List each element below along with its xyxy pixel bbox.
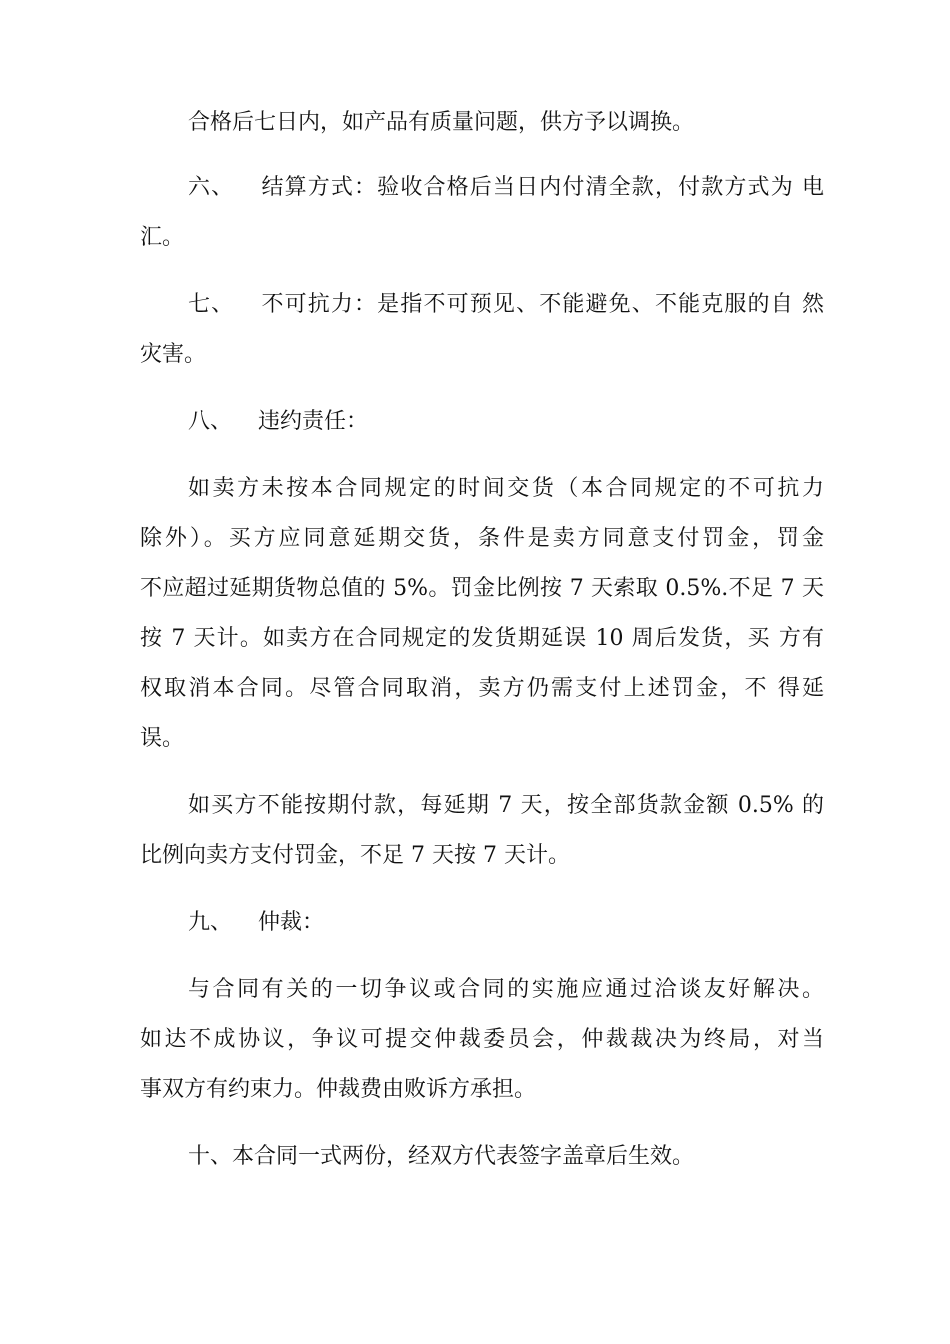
text-line: 合格后七日内，如产品有质量问题，供方予以调换。 [188,110,695,135]
text-line: 如卖方未按本合同规定的时间交货（本合同规定的不可抗力 [188,476,824,501]
clause-number: 六、 [188,175,235,200]
clause-text: 不可抗力：是指不可预见、不能避免、不能克服的自 然 [260,292,824,317]
text-line: 除外）。买方应同意延期交货，条件是卖方同意支付罚金，罚金 [140,526,824,551]
text-line: 不应超过延期货物总值的 5%。罚金比例按 7 天索取 0.5%.不足 7 天 [140,576,824,601]
text-line [140,163,824,213]
text-line: 事双方有约束力。仲裁费由败诉方承担。 [140,1077,537,1102]
clause-number: 九、 [188,910,233,935]
clause-text: 违约责任： [258,409,369,434]
text-line: 权取消本合同。尽管合同取消，卖方仍需支付上述罚金，不 得延 [140,676,824,701]
text-line: 按 7 天计。如卖方在合同规定的发货期延误 10 周后发货，买 方有 [140,626,824,651]
clause-text: 仲裁： [258,910,325,935]
text-line: 汇。 [140,225,185,250]
text-line [140,280,824,330]
clause-number: 七、 [188,292,235,317]
text-line [140,898,824,948]
text-line: 如买方不能按期付款，每延期 7 天，按全部货款金额 0.5% 的 [188,793,824,818]
paragraph-arbitration [140,965,824,1115]
text-line: 灾害。 [140,342,207,367]
text-line: 十、本合同一式两份，经双方代表签字盖章后生效。 [188,1144,695,1169]
clause-text: 结算方式：验收合格后当日内付清全款，付款方式为 电 [260,175,824,200]
clause-7-force-majeure [140,280,824,380]
paragraph-warranty-tail [140,98,824,148]
paragraph-seller-breach [140,464,824,764]
text-line: 如达不成协议，争议可提交仲裁委员会，仲裁裁决为终局，对当 [140,1027,824,1052]
clause-9-heading [140,898,824,948]
text-line: 误。 [140,726,185,751]
clause-8-heading [140,397,824,447]
clause-6-settlement [140,163,824,263]
paragraph-buyer-breach [140,781,824,881]
text-line: 与合同有关的一切争议或合同的实施应通过洽谈友好解决。 [188,977,824,1002]
clause-number: 八、 [188,409,233,434]
text-line [140,397,824,447]
clause-10-effectiveness [140,1132,824,1182]
text-line: 比例向卖方支付罚金，不足 7 天按 7 天计。 [140,843,570,868]
